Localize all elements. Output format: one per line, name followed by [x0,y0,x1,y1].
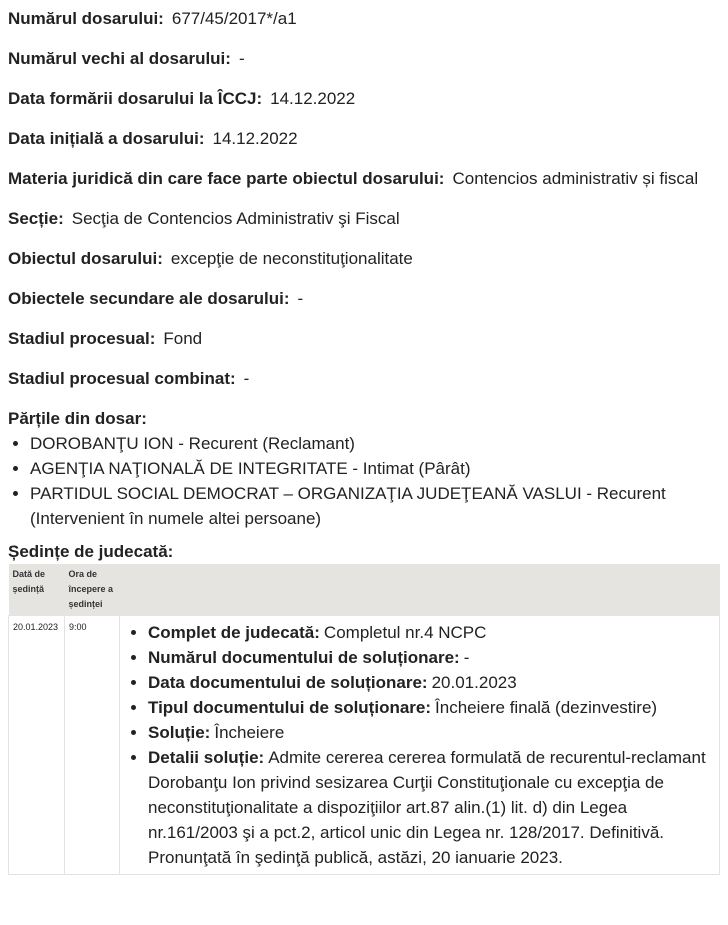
field-label: Data formării dosarului la ÎCCJ: [8,89,263,108]
column-header-details [120,564,720,616]
table-row [9,616,720,875]
field-label: Numărul vechi al dosarului: [8,49,231,68]
detail-label: Detalii soluție: [148,748,265,767]
detail-solution-text [148,745,715,870]
field-procedural-stage [8,326,720,351]
detail-value: 20.01.2023 [431,673,517,692]
detail-label: Soluție: [148,723,211,742]
field-value: excepţie de neconstituţionalitate [170,249,413,268]
field-value: Secţia de Contencios Administrativ şi Fiscal [71,209,400,228]
detail-value: Încheiere finală (dezinvestire) [435,698,658,717]
detail-value: - [463,648,470,667]
field-label: Obiectul dosarului: [8,249,163,268]
case-fields [8,6,720,391]
hearing-time: 9:00 [65,616,120,875]
detail-panel [148,620,715,645]
field-section [8,206,720,231]
field-value: - [297,289,304,308]
detail-value: Admite cererea cererea formulată de recurentul-reclamant Dorobanţu Ion privind sesizarea Curţii Constituţionale cu excepţia de neconstituţionalitate a dispoziţiilor art.87 alin.(1) lit. d) din Legea nr.161/2003 şi a pct.2, articol unic din Legea nr. 128/2017. Definitivă. Pronunţată în şedinţă publică, astăzi, 20 ianuarie 2023. [148,748,706,867]
field-value: - [243,369,250,388]
detail-solution-doc-type [148,695,715,720]
field-old-case-number [8,46,720,71]
field-legal-matter [8,166,720,191]
detail-label: Numărul documentului de soluționare: [148,648,460,667]
hearing-details-list [124,620,715,870]
field-object [8,246,720,271]
detail-value: Încheiere [214,723,285,742]
field-label: Materia juridică din care face parte obiectul dosarului: [8,169,445,188]
detail-label: Tipul documentului de soluționare: [148,698,432,717]
detail-label: Data documentului de soluționare: [148,673,428,692]
hearing-details [120,616,720,875]
column-header-date: Dată de ședință [9,564,65,616]
column-header-time: Ora de începere a ședinței [65,564,120,616]
field-label: Secție: [8,209,64,228]
field-label: Obiectele secundare ale dosarului: [8,289,290,308]
detail-value: Completul nr.4 NCPC [323,623,487,642]
party-item: • DOROBANŢU ION - Recurent (Reclamant) [30,431,720,456]
field-value: 14.12.2022 [212,129,298,148]
field-value: Contencios administrativ și fiscal [452,169,699,188]
field-value: 677/45/2017*/a1 [171,9,297,28]
field-secondary-objects [8,286,720,311]
field-combined-procedural-stage [8,366,720,391]
field-label: Data inițială a dosarului: [8,129,205,148]
detail-solution-doc-number [148,645,715,670]
parties-section [8,406,720,531]
parties-list [8,431,720,531]
field-case-number [8,6,720,31]
hearings-header-row [9,564,720,616]
detail-solution [148,720,715,745]
hearings-heading: Ședințe de judecată: [8,542,174,561]
party-item: • PARTIDUL SOCIAL DEMOCRAT – ORGANIZAŢIA JUDEŢEANĂ VASLUI - Recurent (Intervenient în numele altei persoane) [30,481,720,531]
field-formation-date [8,86,720,111]
field-value: 14.12.2022 [270,89,356,108]
hearings-table [8,564,720,875]
field-label: Numărul dosarului: [8,9,164,28]
hearings-section [8,539,720,875]
party-item: • AGENŢIA NAŢIONALĂ DE INTEGRITATE - Intimat (Pârât) [30,456,720,481]
detail-solution-doc-date [148,670,715,695]
field-initial-date [8,126,720,151]
parties-heading: Părțile din dosar: [8,409,147,428]
detail-label: Complet de judecată: [148,623,320,642]
field-value: Fond [163,329,203,348]
field-label: Stadiul procesual: [8,329,156,348]
field-value: - [238,49,245,68]
field-label: Stadiul procesual combinat: [8,369,236,388]
hearing-date: 20.01.2023 [9,616,65,875]
